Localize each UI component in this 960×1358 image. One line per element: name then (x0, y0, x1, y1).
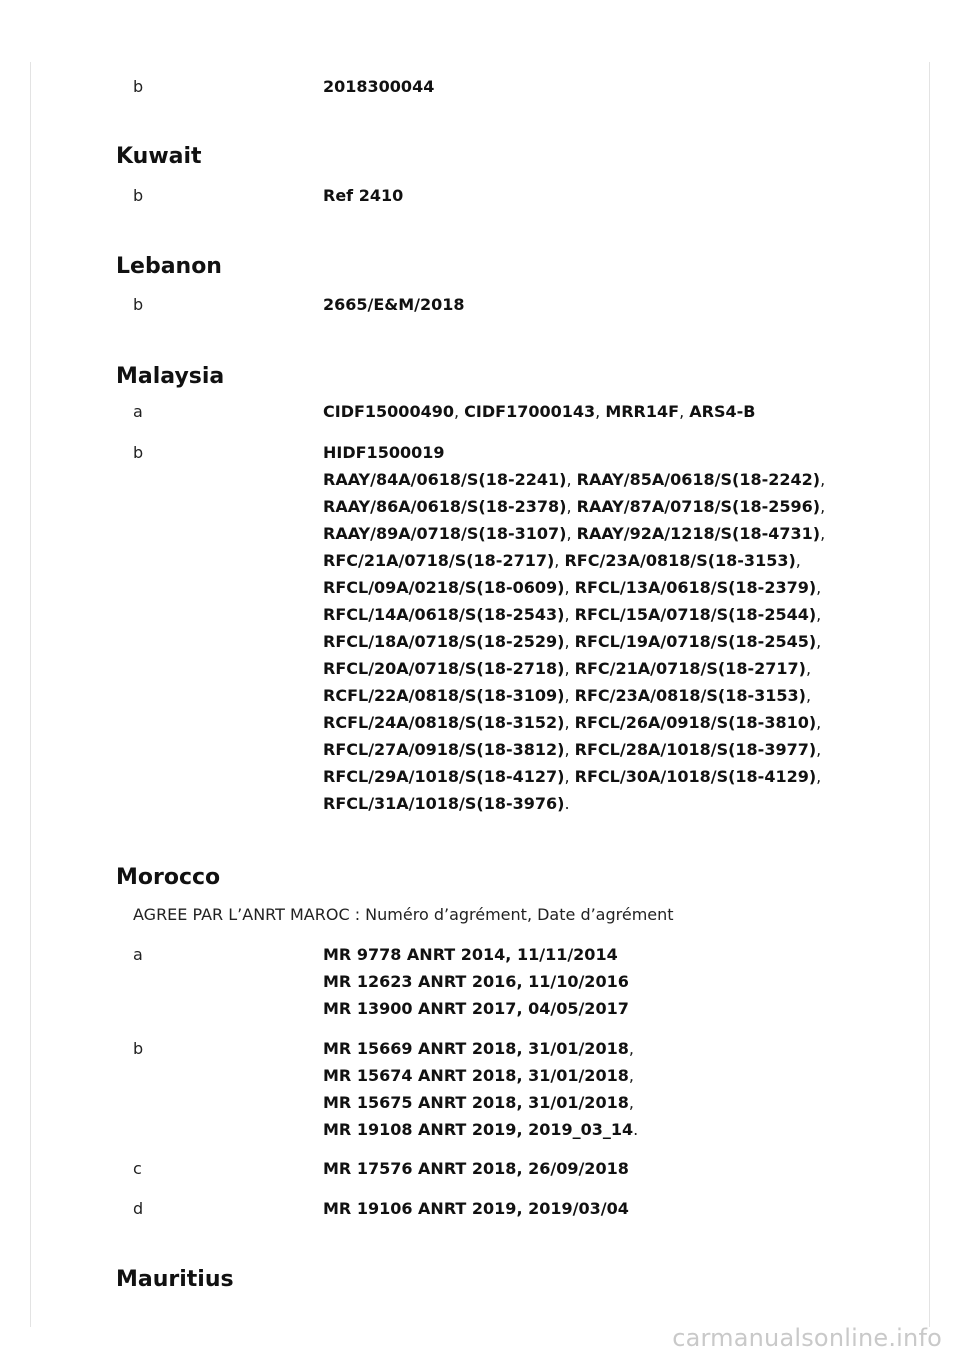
morocco-b-lines: MR 15669 ANRT 2018, 31/01/2018, MR 15674 ANRT 2018, 31/01/2018, MR 15675 ANRT 2018, 31/01/2018, MR 19108 ANRT 2019, 2019_03_14. (323, 1039, 639, 1139)
code-value: RFCL/13A/0618/S(18-2379) (574, 578, 817, 597)
morocco-note: AGREE PAR L’ANRT MAROC : Numéro d’agrément, Date d’agrément (133, 905, 674, 924)
code-value: RFCL/15A/0718/S(18-2544) (574, 605, 817, 624)
code-line: RFCL/29A/1018/S(18-4127), RFCL/30A/1018/S(18-4129), (323, 767, 822, 786)
entry-letter: d (133, 1199, 144, 1218)
section-heading-kuwait: Kuwait (116, 144, 202, 169)
entry-letter: b (133, 295, 144, 314)
entry-letter: b (133, 77, 144, 96)
code-line: RFC/21A/0718/S(18-2717), RFC/23A/0818/S(18-3153), (323, 551, 801, 570)
entry-letter: c (133, 1159, 142, 1178)
code-value: RAAY/84A/0618/S(18-2241) (323, 470, 567, 489)
code-value: RFCL/29A/1018/S(18-4127) (323, 767, 565, 786)
code-value: RFC/23A/0818/S(18-3153) (564, 551, 796, 570)
morocco-d-value: MR 19106 ANRT 2019, 2019/03/04 (323, 1199, 629, 1218)
malaysia-a-codes: CIDF15000490, CIDF17000143, MRR14F, ARS4-B (323, 402, 756, 421)
section-heading-lebanon: Lebanon (116, 254, 222, 279)
code-value: RFCL/26A/0918/S(18-3810) (574, 713, 817, 732)
code-value: RFC/21A/0718/S(18-2717) (323, 551, 555, 570)
code-line: RAAY/86A/0618/S(18-2378), RAAY/87A/0718/S(18-2596), (323, 497, 826, 516)
left-margin-rule (30, 62, 31, 1327)
code-value: RFCL/18A/0718/S(18-2529) (323, 632, 565, 651)
code-value: RCFL/24A/0818/S(18-3152) (323, 713, 565, 732)
code-value: RFCL/30A/1018/S(18-4129) (574, 767, 817, 786)
code-line: RCFL/22A/0818/S(18-3109), RFC/23A/0818/S(18-3153), (323, 686, 812, 705)
code-line: RFCL/27A/0918/S(18-3812), RFCL/28A/1018/S(18-3977), (323, 740, 822, 759)
code-line: RAAY/89A/0718/S(18-3107), RAAY/92A/1218/S(18-4731), (323, 524, 826, 543)
entry-letter: a (133, 945, 143, 964)
code-value: RAAY/92A/1218/S(18-4731) (576, 524, 821, 543)
entry-value: 2665/E&M/2018 (323, 295, 465, 314)
code-line: RFCL/14A/0618/S(18-2543), RFCL/15A/0718/S(18-2544), (323, 605, 822, 624)
code-line: RFCL/18A/0718/S(18-2529), RFCL/19A/0718/S(18-2545), (323, 632, 822, 651)
morocco-a-lines: MR 9778 ANRT 2014, 11/11/2014 MR 12623 ANRT 2016, 11/10/2016 MR 13900 ANRT 2017, 04/05/2017 (323, 945, 629, 1018)
right-margin-rule (929, 62, 930, 1327)
watermark: carmanualsonline.info (672, 1324, 942, 1352)
code-value: RFCL/20A/0718/S(18-2718) (323, 659, 565, 678)
entry-letter: b (133, 186, 144, 205)
code-value: RFCL/28A/1018/S(18-3977) (574, 740, 817, 759)
entry-letter: b (133, 443, 144, 462)
code-line: RFCL/09A/0218/S(18-0609), RFCL/13A/0618/S(18-2379), (323, 578, 822, 597)
entry-letter: a (133, 402, 143, 421)
code-value: RFC/23A/0818/S(18-3153) (574, 686, 806, 705)
entry-value: Ref 2410 (323, 186, 404, 205)
code-value: RAAY/86A/0618/S(18-2378) (323, 497, 567, 516)
code-value: RAAY/87A/0718/S(18-2596) (576, 497, 821, 516)
code-value: RFCL/19A/0718/S(18-2545) (574, 632, 817, 651)
section-heading-morocco: Morocco (116, 865, 221, 890)
code-value: RAAY/89A/0718/S(18-3107) (323, 524, 567, 543)
code-value: RFCL/27A/0918/S(18-3812) (323, 740, 565, 759)
code-value: RAAY/85A/0618/S(18-2242) (576, 470, 821, 489)
code-line: RAAY/84A/0618/S(18-2241), RAAY/85A/0618/S(18-2242), (323, 470, 826, 489)
malaysia-b-codes: HIDF1500019 RAAY/84A/0618/S(18-2241), RAAY/85A/0618/S(18-2242), RAAY/86A/0618/S(18-2378), RAAY/87A/0718/S(18-2596), RAAY/89A/0718/S(18-3107), RAAY/92A/1218/S(18-4731), RFC/21A/0718/S(18-2717), RFC/23A/0818/S(18-3153), RFCL/09A/0218/S(18-0609), RFCL/13A/0618/S(18-2379), RFCL/14A/0618/S(18-2543), RFCL/15A/0718/S(18-2544), RFCL/18A/0718/S(18-2529), RFCL/19A/0718/S(18-2545), RFCL/20A/0718/S(18-2718), RFC/21A/0718/S(18-2717), RCFL/22A/0818/S(18-3109), RFC/23A/0818/S(18-3153), RCFL/24A/0818/S(18-3152), RFCL/26A/0918/S(18-3810), RFCL/27A/0918/S(18-3812), RFCL/28A/1018/S(18-3977), RFCL/29A/1018/S(18-4127), RFCL/30A/1018/S(18-4129), RFCL/31A/1018/S(18-3976). (323, 439, 883, 817)
malaysia-b-code-lines (323, 466, 883, 790)
code-line: RCFL/24A/0818/S(18-3152), RFCL/26A/0918/S(18-3810), (323, 713, 822, 732)
code-value: RFCL/14A/0618/S(18-2543) (323, 605, 565, 624)
code-value: RCFL/22A/0818/S(18-3109) (323, 686, 565, 705)
code-line: RFCL/20A/0718/S(18-2718), RFC/21A/0718/S(18-2717), (323, 659, 812, 678)
code-value: RFC/21A/0718/S(18-2717) (574, 659, 806, 678)
entry-letter: b (133, 1039, 144, 1058)
section-heading-malaysia: Malaysia (116, 364, 225, 389)
morocco-c-value: MR 17576 ANRT 2018, 26/09/2018 (323, 1159, 629, 1178)
section-heading-mauritius: Mauritius (116, 1267, 234, 1292)
entry-value: 2018300044 (323, 77, 435, 96)
code-value: RFCL/09A/0218/S(18-0609) (323, 578, 565, 597)
